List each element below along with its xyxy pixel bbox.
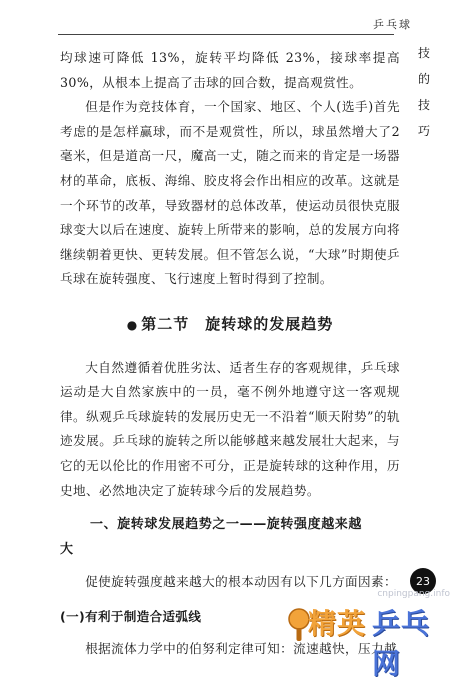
subheading-line: 大 <box>60 541 74 557</box>
page-number: 23 <box>410 568 436 594</box>
side-tab <box>412 40 436 144</box>
watermark-logo-text: 精英 <box>308 607 367 640</box>
section-bullet-icon: ● <box>126 317 139 332</box>
side-tab-char: 的 <box>417 72 430 86</box>
watermark-url: cnpingpang.info <box>377 589 450 599</box>
header-rule <box>58 34 394 35</box>
running-header: 乒乓球 <box>373 18 412 31</box>
section-heading <box>60 312 400 338</box>
watermark-logo <box>268 600 454 680</box>
section-number: 第二节 <box>141 314 190 333</box>
paragraph-equipment: 但是作为竞技体育，一个国家、地区、个人(选手)首先考虑的是怎样赢球，而不是观赏性，所以，球虽然增大了2毫米，但是道高一尺，魔高一丈，随之而来的肯定是一场器材的革命，底板、海绵、胶皮将会作出相应的改革。这就是一个环节的改革，导致器材的总体改革，使运动员很快克服球变大以后在速度、旋转上所带来的影响，总的发展方向将继续朝着更快、更转发展。但不管怎么说，“大球”时期使乒乓球在旋转强度、飞行速度上暂时得到了控制。 <box>60 99 400 287</box>
paragraph-nature: 大自然遵循着优胜劣汰、适者生存的客观规律，乒乓球运动是大自然家族中的一员，毫不例外地遵守这一客观规律。纵观乒乓球旋转的发展历史无一不沿着“顺天附势”的轨迹发展。乒乓球的旋转之所以能够越来越发展壮大起来，与它的无以伦比的作用密不可分，正是旋转球的这种作用，历史地、必然地决定了旋转球今后的发展趋势。 <box>60 359 400 498</box>
paragraph-causes: 促使旋转强度越来越大的根本动因有以下几方面因素： <box>85 574 398 590</box>
paragraph-continued: 均球速可降低 13%，旋转平均降低 23%，接球率提高30%，从根本上提高了击球的回合数，提高观赏性。 <box>60 50 400 90</box>
side-tab-char: 巧 <box>417 124 430 138</box>
subheading-line: 一、旋转球发展趋势之一——旋转强度越来越 <box>90 517 363 533</box>
paragraph-bernoulli: 根据流体力学中的伯努利定律可知：流速越快，压力越 <box>85 641 398 657</box>
page-body <box>60 46 400 662</box>
section-title: 旋转球的发展趋势 <box>205 314 334 333</box>
watermark-logo-text: 乒乓网 <box>372 607 431 680</box>
minor-heading: (一)有利于制造合适弧线 <box>60 608 202 624</box>
subheading-trend-one <box>60 513 400 562</box>
side-tab-char: 技 <box>417 46 430 60</box>
side-tab-char: 技 <box>417 98 430 112</box>
